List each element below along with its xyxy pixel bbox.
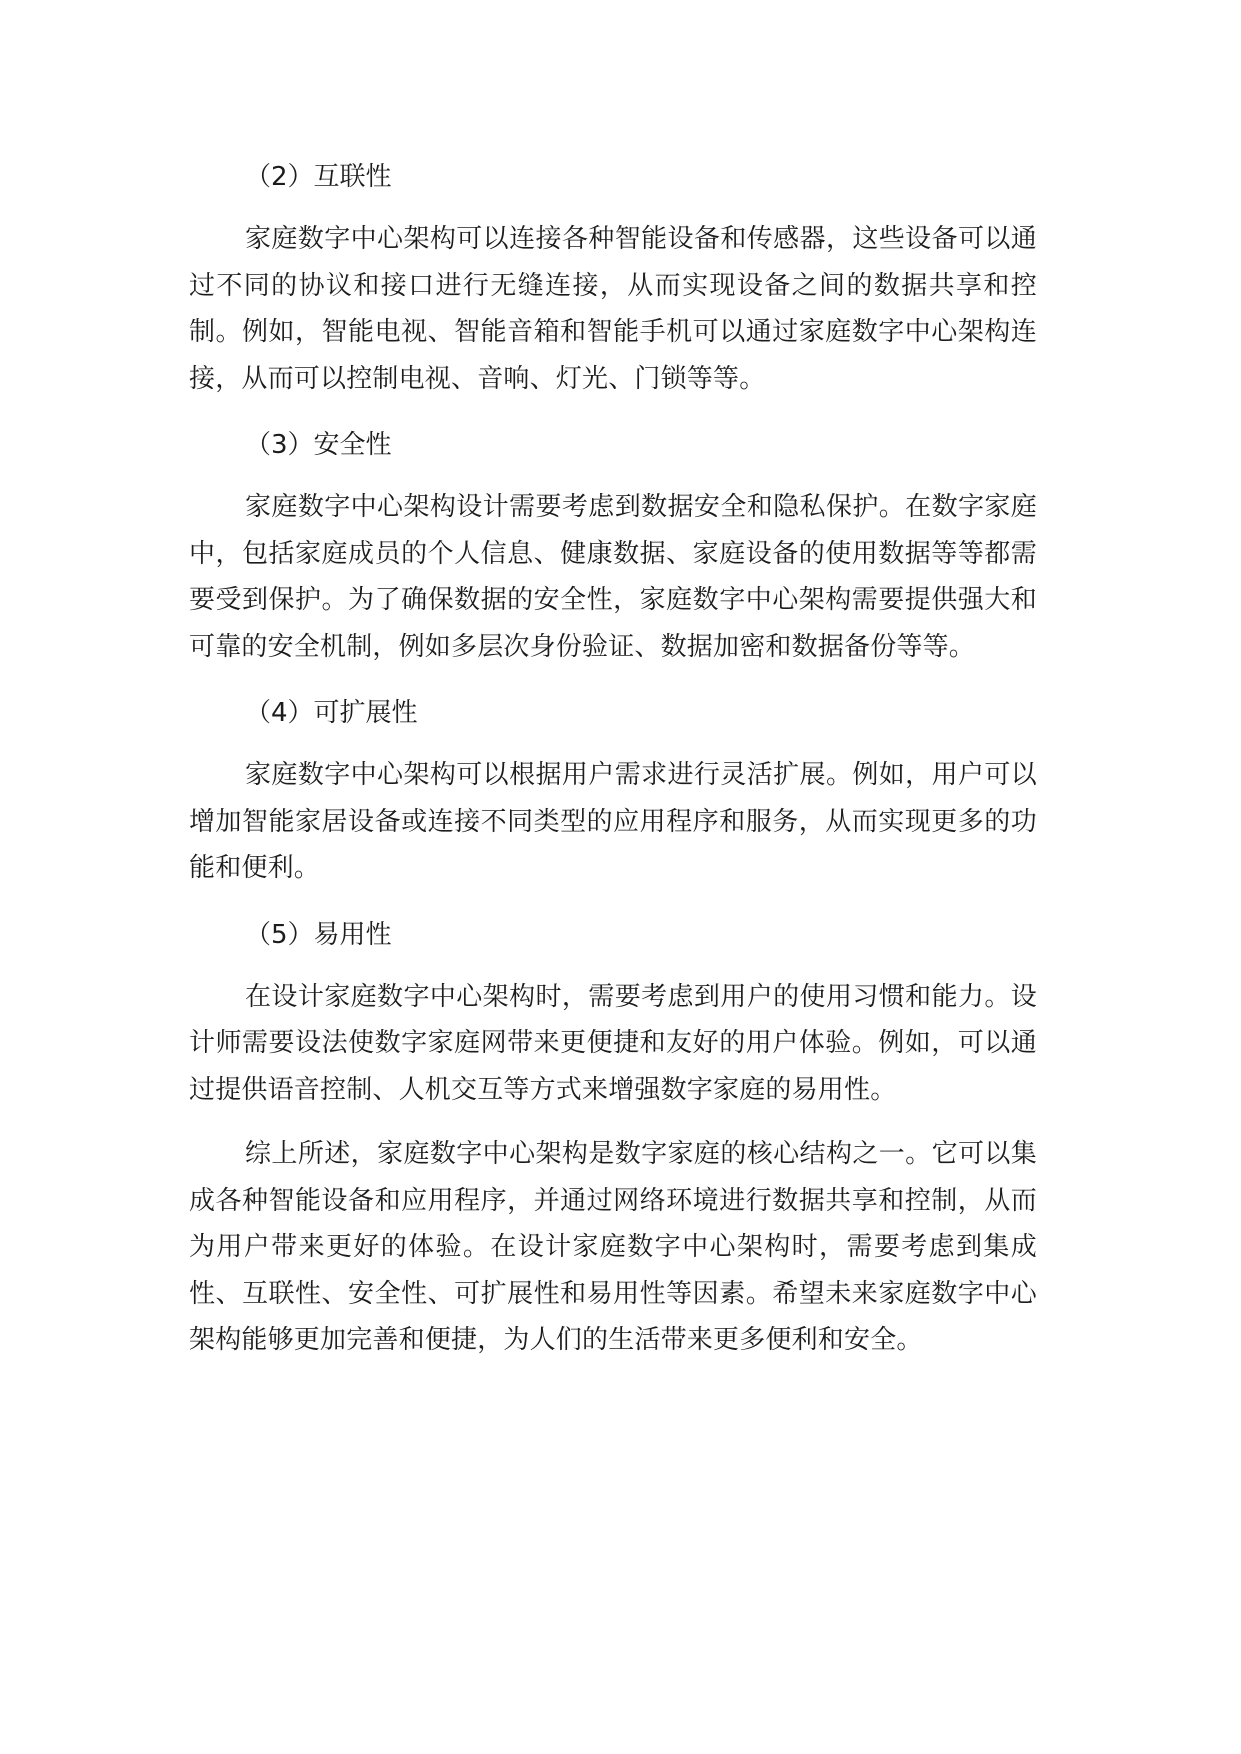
document-page (189, 152, 1037, 1382)
section-heading-usability: （5）易用性 (245, 919, 392, 950)
section-paragraph-security: 家庭数字中心架构设计需要考虑到数据安全和隐私保护。在数字家庭中，包括家庭成员的个人信息、健康数据、家庭设备的使用数据等等都需要受到保护。为了确保数据的安全性，家庭数字中心架构需要提供强大和可靠的安全机制，例如多层次身份验证、数据加密和数据备份等等。 (189, 492, 1037, 662)
section-paragraph-usability: 在设计家庭数字中心架构时，需要考虑到用户的使用习惯和能力。设计师需要设法使数字家庭网带来更便捷和友好的用户体验。例如，可以通过提供语音控制、人机交互等方式来增强数字家庭的易用性。 (189, 981, 1037, 1105)
section-paragraph-interconnectivity: 家庭数字中心架构可以连接各种智能设备和传感器，这些设备可以通过不同的协议和接口进行无缝连接，从而实现设备之间的数据共享和控制。例如，智能电视、智能音箱和智能手机可以通过家庭数字中心架构连接，从而可以控制电视、音响、灯光、门锁等等。 (189, 224, 1037, 394)
section-heading-interconnectivity: （2）互联性 (245, 162, 392, 192)
section-heading-scalability: （4）可扩展性 (245, 698, 418, 728)
conclusion-paragraph: 综上所述，家庭数字中心架构是数字家庭的核心结构之一。它可以集成各种智能设备和应用程序，并通过网络环境进行数据共享和控制，从而为用户带来更好的体验。在设计家庭数字中心架构时，需要考虑到集成性、互联性、安全性、可扩展性和易用性等因素。希望未来家庭数字中心架构能够更加完善和便捷，为人们的生活带来更多便利和安全。 (189, 1139, 1037, 1355)
section-heading-security: （3）安全性 (245, 430, 392, 460)
section-paragraph-scalability: 家庭数字中心架构可以根据用户需求进行灵活扩展。例如，用户可以增加智能家居设备或连接不同类型的应用程序和服务，从而实现更多的功能和便利。 (189, 760, 1037, 883)
